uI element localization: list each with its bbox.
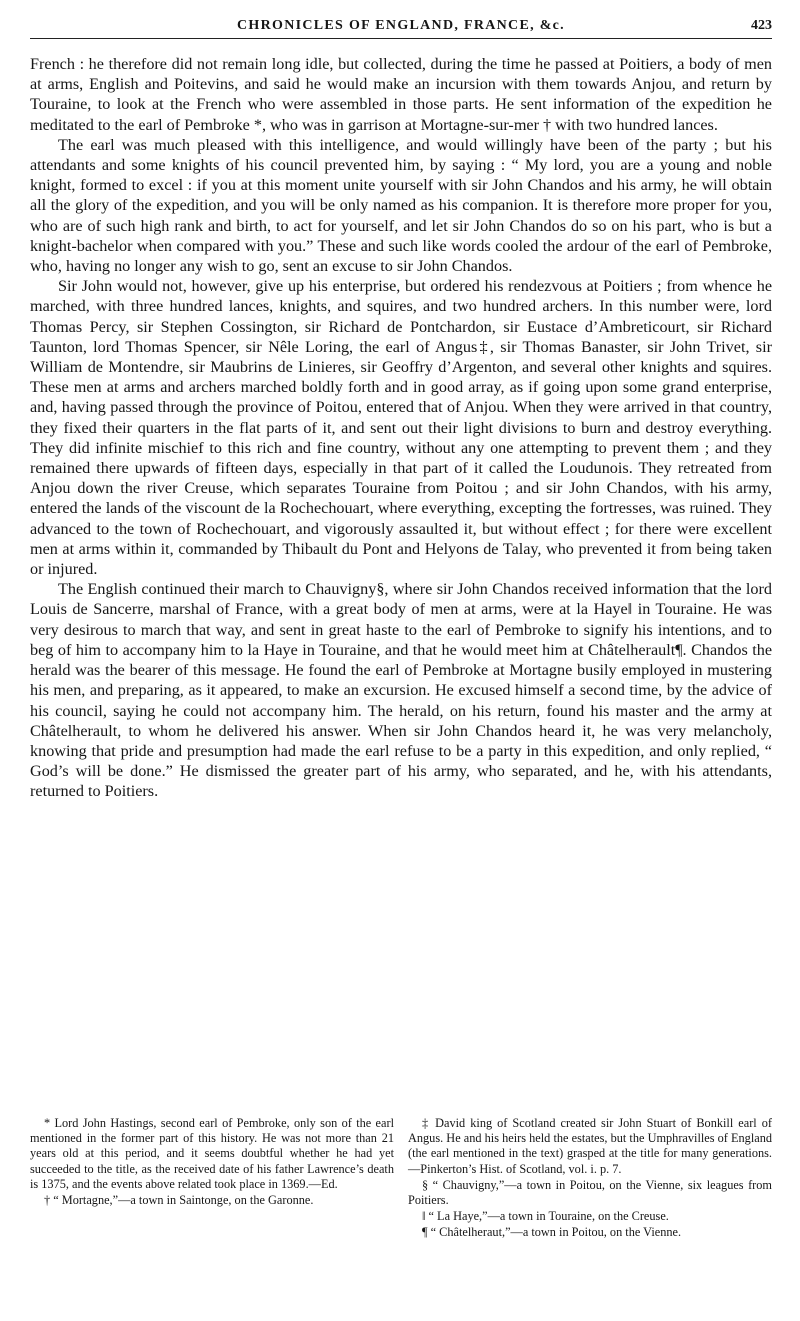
paragraph-2: The earl was much pleased with this intelligence, and would willingly have been of the party ; but his attendants and some knights of his council prevented him, by saying : “ My lord, you are a young and noble knight, formed to excel : if you at this moment unite yourself with sir John Chandos and his army, he will obtain all the glory of the expedition, and you will be only named as his companion. It is therefore more proper for you, who are of such high rank and birth, to act for yourself, and let sir John Chandos do so on his part, who is but a knight-bachelor when compared with you.” These and such like words cooled the ardour of the earl of Pembroke, who, having no longer any wish to go, sent an excuse to sir John Chandos. <box>30 135 772 276</box>
footnotes-left-column <box>30 1116 394 1242</box>
footnote-mortagne: † “ Mortagne,”—a town in Saintonge, on the Garonne. <box>44 1193 314 1208</box>
footnote-angus: ‡ David king of Scotland created sir John Stuart of Bonkill earl of Angus. He and his heirs held the estates, but the Umphravilles of England (the earl mentioned in the text) grasped at the title for many generations.—Pinkerton’s Hist. of Scotland, vol. i. p. 7. <box>408 1116 772 1176</box>
running-head-title: CHRONICLES OF ENGLAND, FRANCE, &c. <box>237 18 565 33</box>
footnote-pembroke: * Lord John Hastings, second earl of Pembroke, only son of the earl mentioned in the former part of this history. He was not more than 21 years old at this period, and it seems doubtful whether he had yet succeeded to the title, as the received date of his father Lawrence’s death is 1375, and the events above related took place in 1369.—Ed. <box>30 1116 394 1191</box>
footnote-chauvigny: § “ Chauvigny,”—a town in Poitou, on the Vienne, six leagues from Poitiers. <box>408 1177 772 1208</box>
footnotes <box>30 1116 772 1242</box>
footnotes-right-column <box>408 1116 772 1242</box>
paragraph-1: French : he therefore did not remain long idle, but collected, during the time he passed at Poitiers, a body of men at arms, English and Poitevins, and said he would make an incursion with them towards Anjou, and return by Touraine, to look at the French who were assembled in those parts. He sent information of the expedition he meditated to the earl of Pembroke *, who was in garrison at Mortagne-sur-mer † with two hundred lances. <box>30 55 772 134</box>
page-number: 423 <box>751 18 772 33</box>
footnote-la-haye: ‖ “ La Haye,”—a town in Touraine, on the Creuse. <box>422 1209 669 1224</box>
running-head <box>30 18 772 39</box>
paragraph-4: The English continued their march to Chauvigny§, where sir John Chandos received information that the lord Louis de Sancerre, marshal of France, with a great body of men at arms, were at la Haye‖ in Touraine. He was very desirous to march that way, and sent in great haste to the earl of Pembroke to signify his intentions, and to beg of him to accompany him to la Haye in Touraine, and that he would meet him at Châtelherault¶. Chandos the herald was the bearer of this message. He found the earl of Pembroke at Mortagne busily employed in mustering his men, and preparing, as it appeared, to make an excursion. He excused himself a second time, by the advice of his council, saying he could not accompany him. The herald, on his return, found his master and the army at Châtelherault, to whom he delivered his answer. When sir John Chandos heard it, he was very melancholy, knowing that pride and presumption had made the earl refuse to be a party in this expedition, and only replied, “ God’s will be done.” He dismissed the greater part of his army, who separated, and he, with his attendants, returned to Poitiers. <box>30 580 772 801</box>
paragraph-3: Sir John would not, however, give up his enterprise, but ordered his rendezvous at Poitiers ; from whence he marched, with three hundred lances, knights, and squires, and two hundred archers. In this number were, lord Thomas Percy, sir Stephen Cossington, sir Richard de Pontchardon, sir Eustace d’Ambreticourt, sir Richard Taunton, lord Thomas Spencer, sir Nêle Loring, the earl of Angus‡, sir Thomas Banaster, sir John Trivet, sir William de Montendre, sir Maubrins de Linieres, sir Geoffry d’Argenton, and several other knights and squires. These men at arms and archers marched boldly forth and in good array, as if going upon some grand enterprise, and, having passed through the province of Poitou, entered that of Anjou. When they were arrived in that country, they fixed their quarters in the flat parts of it, and sent out their light divisions to burn and destroy everything. They did infinite mischief to this rich and fine country, without any one attempting to prevent them ; and they remained there upwards of fifteen days, especially in that part of it called the Loudunois. They retreated from Anjou down the river Creuse, which separates Touraine from Poitou ; and sir John Chandos, with his army, entered the lands of the viscount de la Rochechouart, where everything, excepting the fortresses, was ruined. They advanced to the town of Rochechouart, and vigorously assaulted it, but without effect ; for there were excellent men at arms within it, commanded by Thibault du Pont and Helyons de Talay, who prevented it from being taken or injured. <box>30 277 772 579</box>
footnote-chatelherault: ¶ “ Châtelheraut,”—a town in Poitou, on the Vienne. <box>422 1225 682 1240</box>
main-text <box>30 54 772 802</box>
